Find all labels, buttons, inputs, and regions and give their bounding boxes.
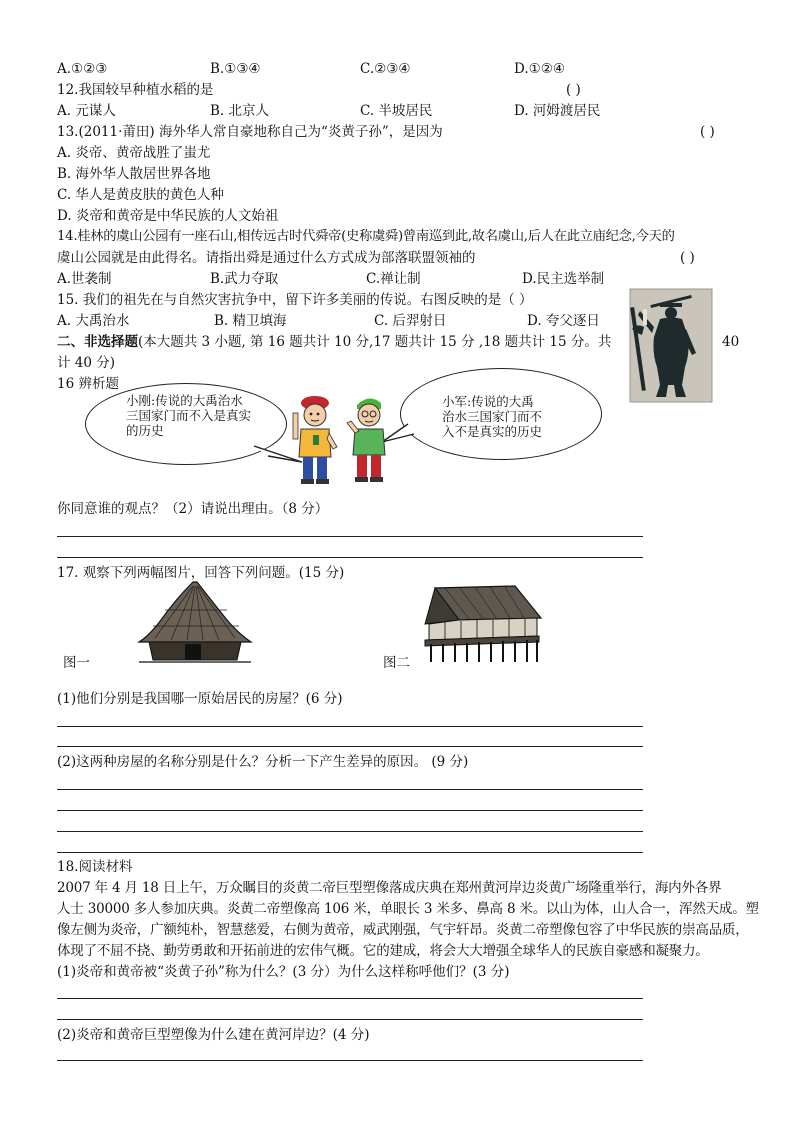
q17-sub2-answer-line-3[interactable] [57,831,643,832]
q17-sub2-answer-line-1[interactable] [57,789,643,790]
q18-paragraph-line1: 2007 年 4 月 18 日上午，万众瞩目的炎黄二帝巨型塑像落成庆典在郑州黄河岸边炎黄广场隆重举行，海内外各界 [57,880,722,896]
cartoon-xiaojun [345,393,395,483]
q11-option-a: A.①②③ [57,61,108,77]
q14-option-d: D.民主选举制 [522,271,605,287]
q16-answer-line-2[interactable] [57,557,643,558]
q12-option-a: A. 元谋人 [57,103,116,119]
q18-paragraph-line2: 人士 30000 多人参加庆典。炎黄二帝塑像高 106 米，单眼长 3 米多、鼻高 8 米。以山为体，山人合一，浑然天成。塑 [57,901,759,917]
q14-stem-line2: 虞山公园就是由此得名。请指出舜是通过什么方式成为部落联盟领袖的 [57,250,476,266]
fig1-label: 图一 [63,655,90,671]
section2-heading: 二、非选择题 [57,334,138,350]
q15-stem: 15. 我们的祖先在与自然灾害抗争中，留下许多美丽的传说。右图反映的是（ ） [57,292,533,308]
q18-sub1: (1)炎帝和黄帝被“炎黄子孙”称为什么？(3 分）为什么这样称呼他们？(3 分) [57,964,510,980]
q18-sub1-answer-line-2[interactable] [57,1019,643,1020]
q12-option-b: B. 北京人 [210,103,270,119]
q17-sub2: (2)这两种房屋的名称分别是什么？分析一下产生差异的原因。 (9 分) [57,754,469,770]
q17-sub1: (1)他们分别是我国哪一原始居民的房屋？(6 分) [57,691,343,707]
q17-sub2-answer-line-4[interactable] [57,852,643,853]
stilt-house-image [415,586,545,666]
q12-answer-paren: ( ) [566,82,581,98]
q11-option-d: D.①②④ [514,61,565,77]
q14-option-c: C.禅让制 [366,271,421,287]
bubble-left-line3: 的历史 [126,423,164,438]
q11-option-b: B.①③④ [210,61,261,77]
q14-stem-line1: 14.桂林的虞山公园有一座石山,相传远古时代舜帝(史称虞舜)曾南巡到此,故名虞山,后人在此立庙纪念,今天的 [57,229,675,244]
q18-sub2-answer-line-1[interactable] [57,1060,643,1061]
q13-option-d: D. 炎帝和黄帝是中华民族的人文始祖 [57,208,279,224]
bubble-right-line2: 治水三国家门而不 [442,409,543,424]
q17-sub2-answer-line-2[interactable] [57,810,643,811]
q15-option-d: D. 夸父逐日 [527,313,600,329]
bubble-left-line2: 三国家门而不入是真实 [126,408,252,423]
fig2-label: 图二 [383,655,410,671]
q18-paragraph-line3: 像左侧为炎帝，广额纯朴，智慧慈爱，右侧为黄帝，威武刚强，气宇轩昂。炎黄二帝塑像包容了中华民族的崇高品质， [57,922,749,938]
q15-option-a: A. 大禹治水 [57,313,130,329]
q15-option-c: C. 后羿射日 [374,313,447,329]
section2-line2: 计 40 分) [57,355,116,371]
q13-option-a: A. 炎帝、黄帝战胜了蚩尤 [57,145,211,161]
cartoon-xiaogang [285,393,340,485]
q12-option-c: C. 半坡居民 [360,103,433,119]
q16-label: 16 辨析题 [57,376,119,392]
thatched-hut-image [135,580,255,668]
bubble-right-line3: 入不是真实的历史 [442,424,543,439]
q18-sub1-answer-line-1[interactable] [57,998,643,999]
q18-paragraph-line4: 体现了不屈不挠、勤劳勇敢和开拓前进的宏伟气概。它的建成，将会大大增强全球华人的民族自豪感和凝聚力。 [57,943,709,959]
q17-sub1-answer-line-1[interactable] [57,726,643,727]
q17-stem: 17. 观察下列两幅图片，回答下列问题。(15 分) [57,565,345,581]
q11-option-c: C.②③④ [360,61,411,77]
q13-option-c: C. 华人是黄皮肤的黄色人种 [57,187,224,203]
section2-description: (本大题共 3 小题, 第 16 题共计 10 分,17 题共计 15 分 ,18 题共计 15 分。共 [138,334,612,350]
section2-title [57,333,611,351]
q13-answer-paren: ( ) [700,124,715,140]
q13-option-b: B. 海外华人散居世界各地 [57,166,211,182]
q14-option-b: B.武力夺取 [210,271,279,287]
q16-answer-line-1[interactable] [57,536,643,537]
q13-stem: 13.(2011·莆田) 海外华人常自豪地称自己为“炎黄子孙”，是因为 [57,124,443,140]
q16-question: 你同意谁的观点？（2）请说出理由。（8 分） [57,501,329,517]
q18-label: 18.阅读材料 [57,859,133,875]
bubble-left-line1: 小刚:传说的大禹治水 [126,393,243,408]
section2-total-40: 40 [722,334,740,350]
q14-answer-paren: ( ) [680,250,695,266]
bubble-right-line1: 小军:传说的大禹 [442,394,534,409]
q12-option-d: D. 河姆渡居民 [514,103,601,119]
q14-option-a: A.世袭制 [57,271,112,287]
dayu-inscription [643,309,647,325]
q17-sub1-answer-line-2[interactable] [57,746,643,747]
q15-option-b: B. 精卫填海 [214,313,287,329]
q12-stem: 12.我国较早种植水稻的是 [57,82,214,98]
dayu-image [630,289,712,402]
q18-sub2: (2)炎帝和黄帝巨型塑像为什么建在黄河岸边？(4 分) [57,1027,370,1043]
